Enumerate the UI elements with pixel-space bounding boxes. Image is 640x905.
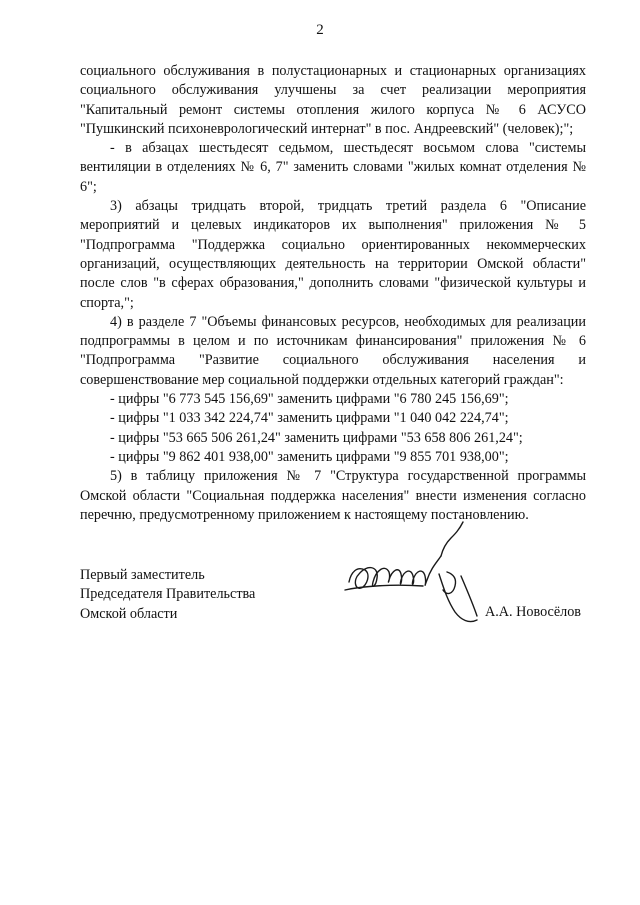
signer-title (80, 566, 255, 624)
paragraph-5: - цифры "6 773 545 156,69" заменить цифрами "6 780 245 156,69"; (110, 391, 509, 408)
document-body (80, 62, 586, 525)
signer-title-line-1: Первый заместитель (80, 567, 205, 583)
paragraph-8: - цифры "9 862 401 938,00" заменить цифрами "9 855 701 938,00"; (110, 448, 509, 465)
paragraph-4: 4) в разделе 7 "Объемы финансовых ресурсов, необходимых для реализации подпрограммы в целом и по источникам финансирования" приложения № 6 "Подпрограмма "Развитие социального обслуживания населения и совершенствование мер социальной поддержки отдельных категорий граждан": (80, 313, 586, 388)
paragraph-3: 3) абзацы тридцать второй, тридцать третий раздела 6 "Описание мероприятий и целевых индикаторов их выполнения" приложения № 5 "Подпрограмма "Поддержка социально ориентированных некоммерческих организаций, осуществляющих деятельность на территории Омской области" после слов "в сферах образования," дополнить словами "физической культуры и спорта,"; (80, 198, 586, 311)
paragraph-2: - в абзацах шестьдесят седьмом, шестьдесят восьмом слова "системы вентиляции в отделениях № 6, 7" заменить словами "жилых комнат отделения № 6"; (80, 140, 586, 195)
signer-name: А.А. Новосёлов (485, 604, 581, 620)
paragraph-1: социального обслуживания в полустационарных и стационарных организациях социального обслуживания улучшены за счет реализации мероприятия "Капитальный ремонт системы отопления жилого корпуса № 6 АСУСО "Пушкинский психоневрологический интернат" в пос. Андреевский" (человек);"; (80, 63, 586, 137)
signer-title-line-3: Омской области (80, 605, 178, 622)
signer-title-line-2: Председателя Правительства (80, 586, 256, 603)
paragraph-9: 5) в таблицу приложения № 7 "Структура государственной программы Омской области "Социальная поддержка населения" внести изменения согласно перечню, предусмотренному приложением к настоящему постановлению. (80, 468, 586, 523)
paragraph-7: - цифры "53 665 506 261,24" заменить цифрами "53 658 806 261,24"; (110, 429, 523, 446)
handwritten-signature (343, 516, 493, 626)
page-number: 2 (316, 22, 324, 38)
paragraph-6: - цифры "1 033 342 224,74" заменить цифрами "1 040 042 224,74"; (110, 410, 509, 427)
